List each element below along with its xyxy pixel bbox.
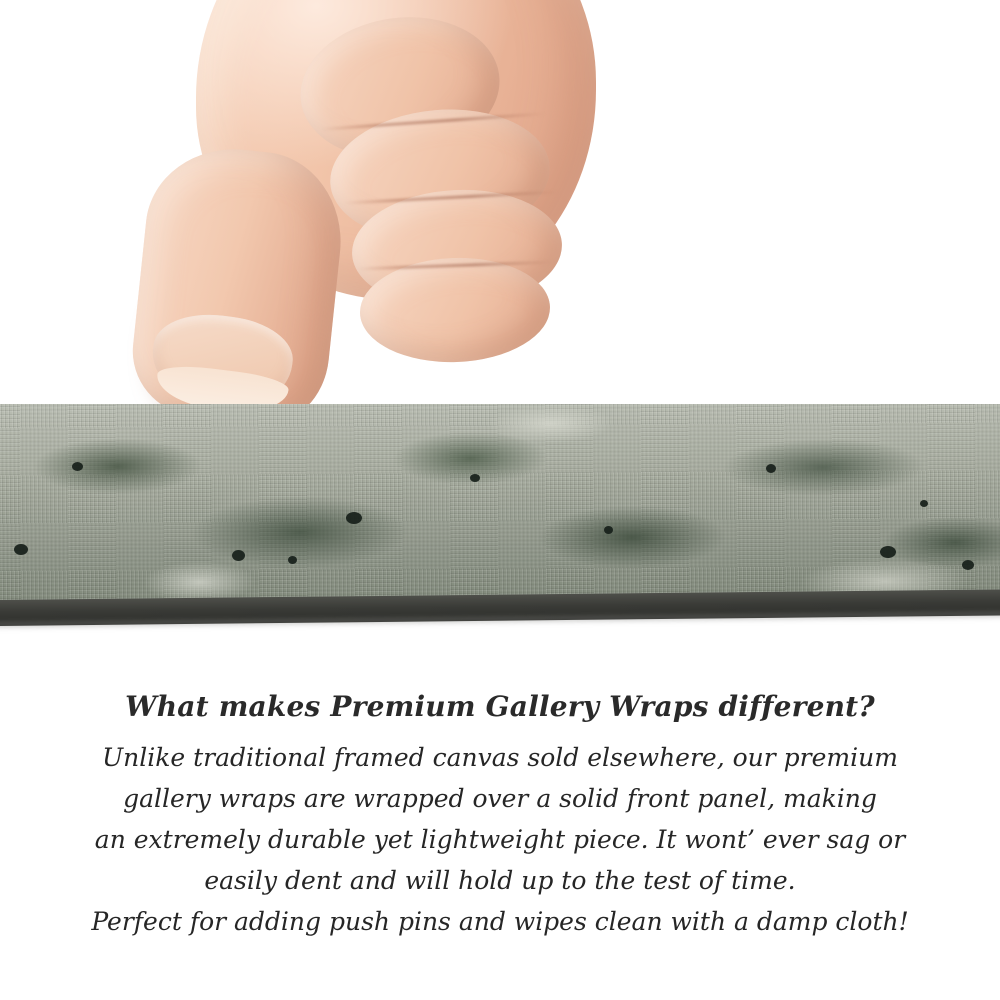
canvas-speck	[14, 544, 28, 555]
canvas-speck	[920, 500, 928, 507]
canvas-printed-surface	[0, 404, 1000, 616]
caption-line: Unlike traditional framed canvas sold elsewhere, our premium	[102, 743, 898, 772]
canvas-speck	[470, 474, 480, 482]
canvas-speck	[232, 550, 245, 561]
canvas-edge-region	[0, 404, 1000, 636]
caption-headline: What makes Premium Gallery Wraps different?	[125, 690, 875, 723]
caption-block	[0, 690, 1000, 942]
canvas-speck	[604, 526, 613, 534]
canvas-speck	[962, 560, 974, 570]
caption-line: Perfect for adding push pins and wipes clean with a damp cloth!	[91, 907, 909, 936]
caption-line: gallery wraps are wrapped over a solid front panel, making	[123, 784, 877, 813]
canvas-speck	[346, 512, 362, 524]
canvas-speck	[766, 464, 776, 473]
caption-line: easily dent and will hold up to the test of time.	[204, 866, 796, 895]
canvas-speck	[72, 462, 83, 471]
hand-photo-region	[0, 0, 1000, 410]
canvas-speck	[880, 546, 896, 558]
caption-line: an extremely durable yet lightweight piece. It wont’ ever sag or	[94, 825, 906, 854]
canvas-speck	[288, 556, 297, 564]
